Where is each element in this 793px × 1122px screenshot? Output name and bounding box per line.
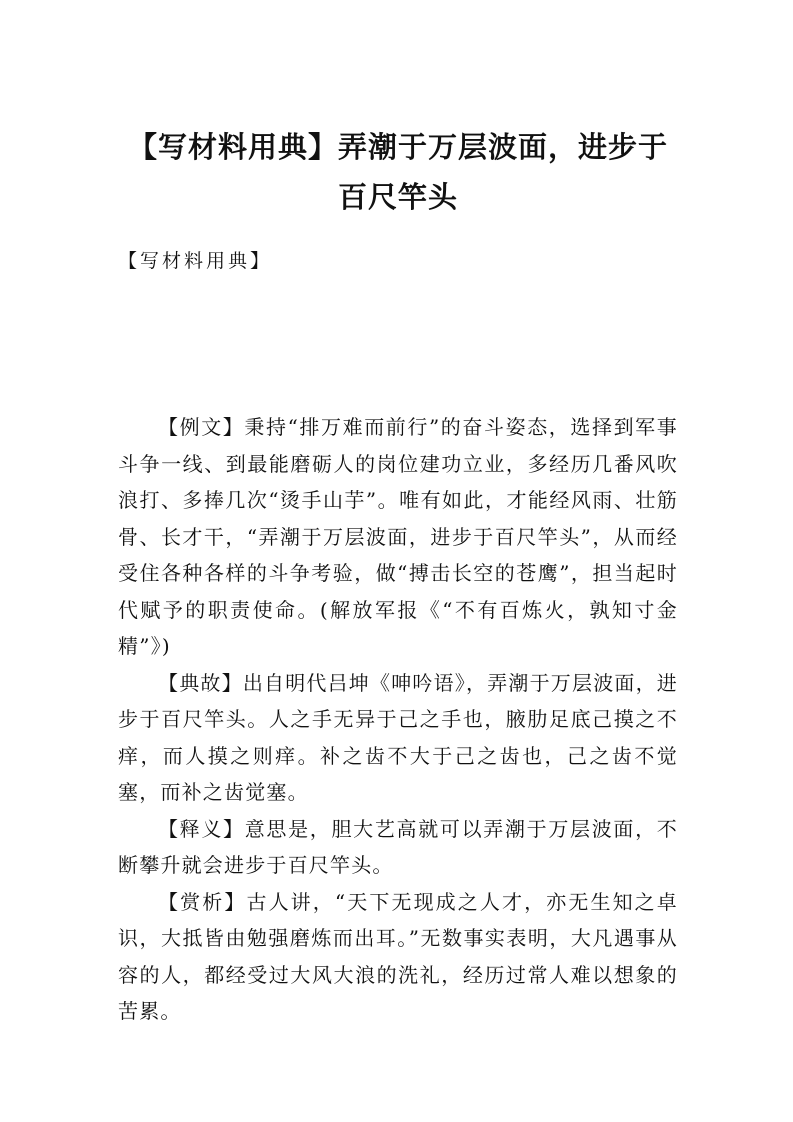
category-tag: 【写材料用典】 (118, 250, 273, 272)
document-body (118, 409, 678, 1030)
paragraph-example (118, 409, 678, 665)
paragraph-label: 【典故】 (158, 670, 243, 695)
paragraph-text: 出自明代吕坤《呻吟语》，弄潮于万层波面，进步于百尺竿头。人之手无异于己之手也，腋肋足底己摸之不痒，而人摸之则痒。补之齿不大于己之齿也，己之齿不觉塞，而补之齿觉塞。 (118, 670, 679, 804)
paragraph-label: 【赏析】 (158, 889, 247, 914)
paragraph-appreciation (118, 884, 678, 1030)
paragraph-label: 【释义】 (158, 816, 245, 841)
document-title: 【写材料用典】弄潮于万层波面，进步于百尺竿头 (127, 130, 668, 214)
paragraph-label: 【例文】 (158, 415, 245, 439)
paragraph-text: 古人讲，“天下无现成之人才，亦无生知之卓识，大抵皆由勉强磨炼而出耳。”无数事实表明，大凡遇事从容的人，都经受过大风大浪的洗礼，经历过常人难以想象的苦累。 (118, 889, 678, 1023)
paragraph-text: 意思是，胆大艺高就可以弄潮于万层波面，不断攀升就会进步于百尺竿头。 (118, 816, 678, 877)
paragraph-allusion (118, 665, 678, 811)
paragraph-meaning (118, 811, 678, 884)
paragraph-text: 秉持“排万难而前行”的奋斗姿态，选择到军事斗争一线、到最能磨砺人的岗位建功立业，多经历几番风吹浪打、多捧几次“烫手山芋”。唯有如此，才能经风雨、壮筋骨、长才干，“弄潮于万层波面，进步于百尺竿头”，从而经受住各种各样的斗争考验，做“搏击长空的苍鹰”，担当起时代赋予的职责使命。(解放军报《“不有百炼火，孰知寸金精”》) (118, 415, 678, 658)
